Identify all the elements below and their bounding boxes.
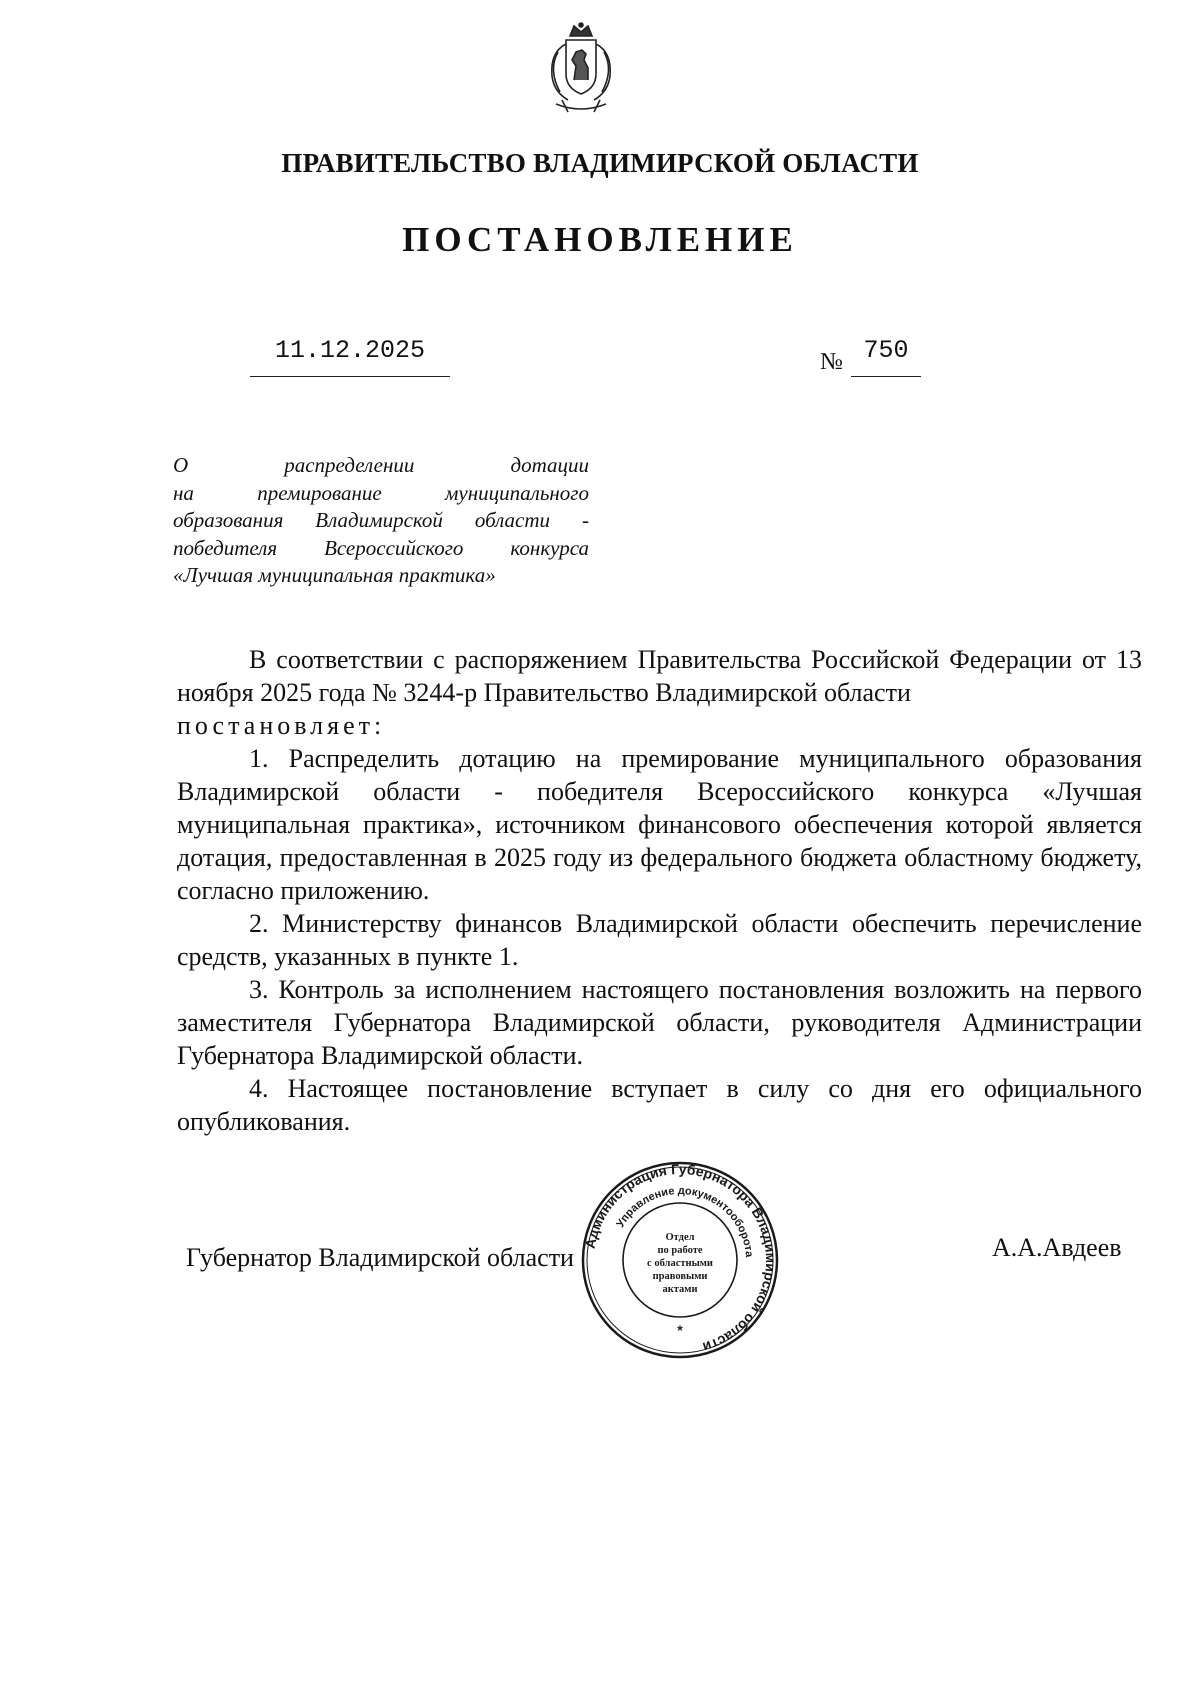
body-item: 2. Министерству финансов Владимирской области обеспечить перечисление средств, указанных в пункте 1. xyxy=(177,909,1142,971)
preamble-paragraph: В соответствии с распоряжением Правительства Российской Федерации от 13 ноября 2025 года № 3244-р Правительство Владимирской области xyxy=(177,645,1142,707)
document-type-title: ПОСТАНОВЛЕНИЕ xyxy=(402,220,798,259)
subject-line: образования Владимирской области - xyxy=(173,508,589,532)
document-date: 11.12.2025 xyxy=(250,336,450,377)
document-subject xyxy=(173,452,589,590)
official-stamp-icon xyxy=(580,1160,780,1360)
stamp-center-line: Отдел xyxy=(665,1232,695,1243)
stamp-center-line: с областными xyxy=(647,1258,713,1269)
government-title: ПРАВИТЕЛЬСТВО ВЛАДИМИРСКОЙ ОБЛАСТИ xyxy=(281,148,919,178)
subject-line: О распределении дотации xyxy=(173,453,589,477)
body-item: 3. Контроль за исполнением настоящего постановления возложить на первого заместителя Губернатора Владимирской области, руководителя Администрации Губернатора Владимирской области. xyxy=(177,975,1142,1070)
stamp-outer-text: Администрация Губернатора Владимирской области xyxy=(581,1160,780,1356)
stamp-center-line: правовыми xyxy=(652,1271,708,1282)
number-sign: № xyxy=(820,349,843,375)
body-item: 1. Распределить дотацию на премирование муниципального образования Владимирской области - победителя Всероссийского конкурса «Лучшая муниципальная практика», источником финансового обеспечения которой является дотация, предоставленная в 2025 году из федерального бюджета областному бюджету, согласно приложению. xyxy=(177,744,1142,905)
stamp-center-line: актами xyxy=(662,1284,698,1295)
subject-line: «Лучшая муниципальная практика» xyxy=(173,563,496,587)
signatory-position: Губернатор Владимирской области xyxy=(186,1243,574,1272)
svg-text:*: * xyxy=(677,1322,683,1338)
document-body xyxy=(177,643,1142,1138)
document-number: 750 xyxy=(851,336,921,377)
stamp-center-line: по работе xyxy=(657,1245,703,1256)
subject-line: на премирование муниципального xyxy=(173,480,589,505)
resolves-word: постановляет: xyxy=(177,711,386,740)
stamp-inner-text: Управление документооборота xyxy=(614,1184,755,1258)
subject-line: победителя Всероссийского конкурса xyxy=(173,535,589,560)
signatory-name: А.А.Авдеев xyxy=(992,1233,1122,1262)
coat-of-arms-icon xyxy=(538,22,624,116)
body-item: 4. Настоящее постановление вступает в силу со дня его официального опубликования. xyxy=(177,1074,1142,1136)
